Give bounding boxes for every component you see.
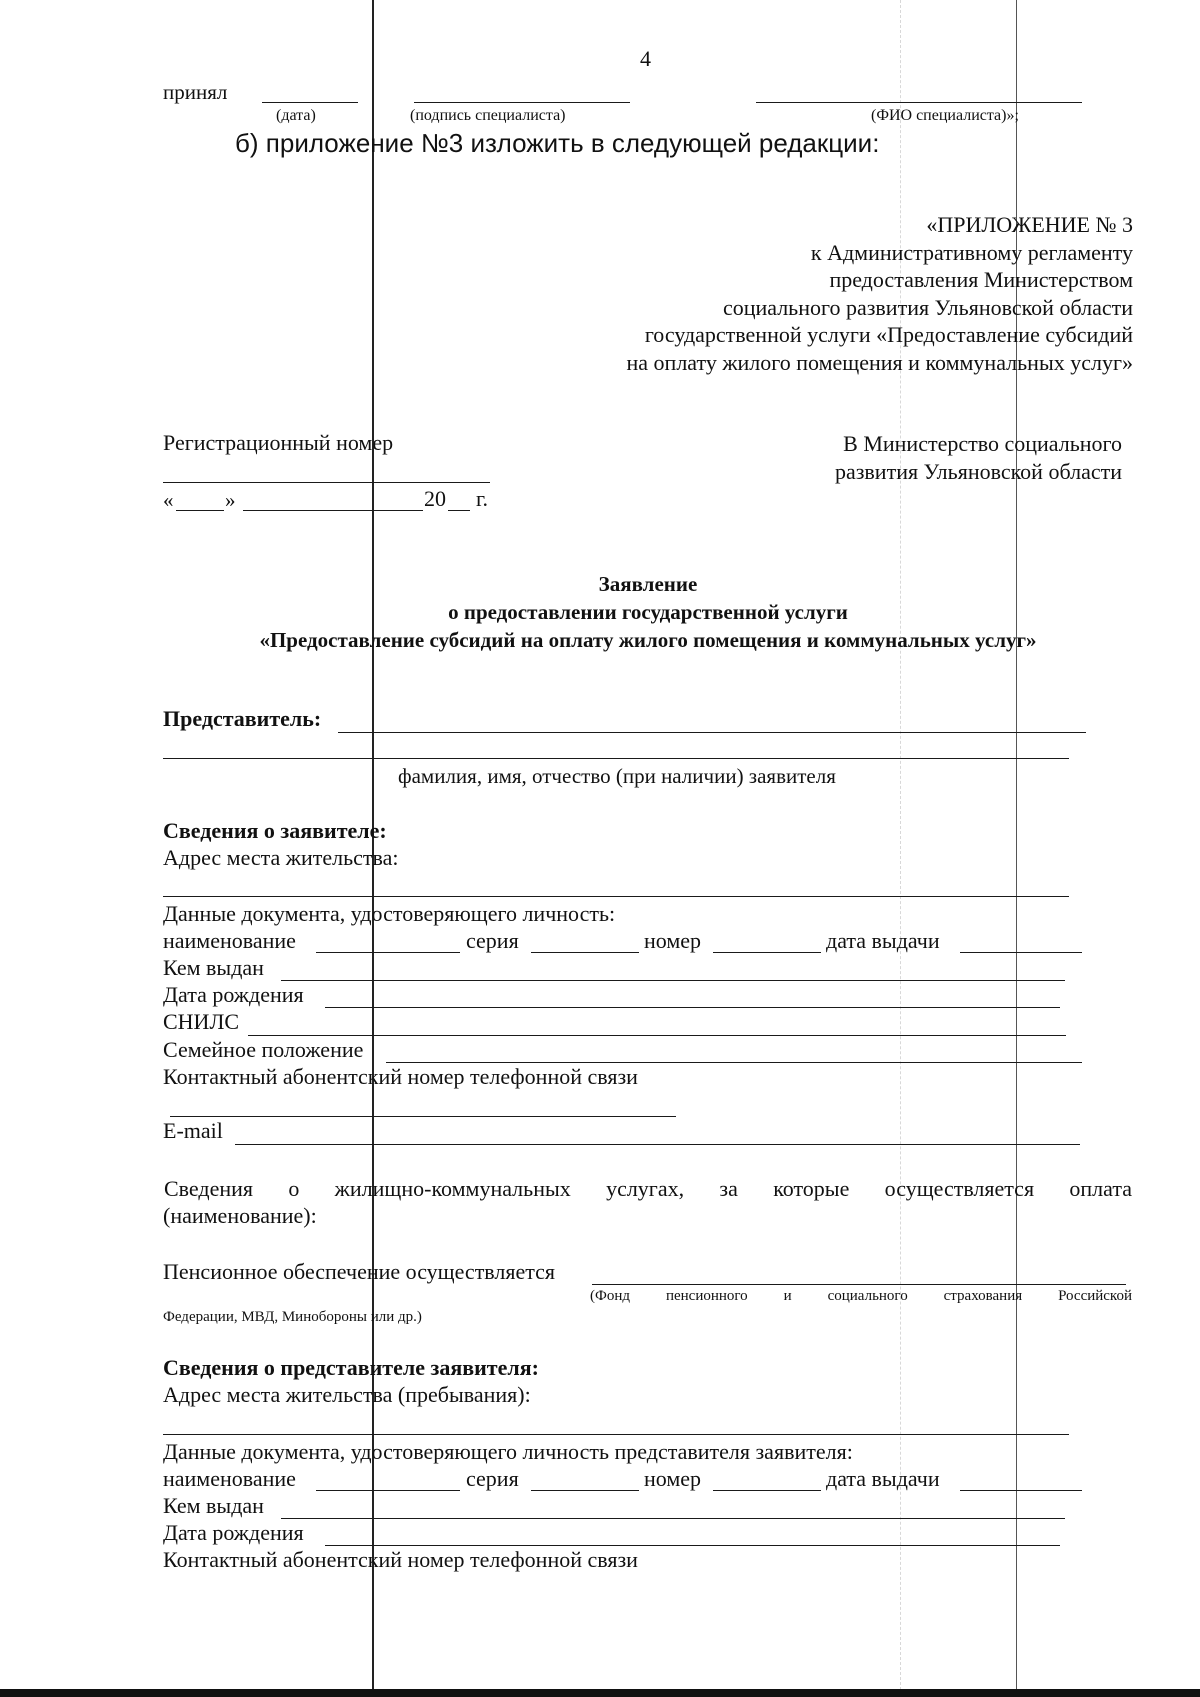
appendix-line-5: государственной услуги «Предоставление субсидий xyxy=(644,322,1133,347)
pension-line xyxy=(592,1284,1126,1285)
representative-birth-date-label: Дата рождения xyxy=(163,1520,304,1545)
registration-date-quote-close: » xyxy=(225,488,236,512)
representative-caption: фамилия, имя, отчество (при наличии) заявителя xyxy=(398,764,836,788)
representative-issued-by-line xyxy=(281,1518,1065,1519)
applicant-phone-line xyxy=(170,1116,676,1117)
representative-doc-number-label: номер xyxy=(644,1466,702,1491)
title-line-1: Заявление xyxy=(598,572,698,596)
date-caption: (дата) xyxy=(276,107,316,124)
applicant-email-label: E-mail xyxy=(163,1118,223,1143)
addressee-line-2: развития Ульяновской области xyxy=(834,459,1122,484)
appendix-line-6: на оплату жилого помещения и коммунальных услуг» xyxy=(626,349,1133,375)
registration-label: Регистрационный номер xyxy=(163,430,394,455)
applicant-heading: Сведения о заявителе: xyxy=(163,818,387,843)
page-number: 4 xyxy=(640,46,651,71)
registration-date-quote-open: « xyxy=(163,488,174,512)
applicant-email-line xyxy=(235,1144,1080,1145)
date-line xyxy=(262,102,358,103)
appendix-line-4: социального развития Ульяновской области xyxy=(722,294,1133,320)
registration-year-line xyxy=(448,510,470,511)
applicant-family-status-label: Семейное положение xyxy=(163,1037,364,1062)
representative-doc-series-line xyxy=(531,1490,639,1491)
representative-line-2 xyxy=(163,758,1069,759)
representative-address-line xyxy=(163,1434,1069,1435)
title-line-2: о предоставлении государственной услуги xyxy=(448,600,848,624)
registration-month-line xyxy=(243,510,423,511)
representative-address-label: Адрес места жительства (пребывания): xyxy=(163,1382,531,1407)
utilities-text: Сведения о жилищно-коммунальных услугах, за которые осуществляется оплата xyxy=(164,1176,1132,1201)
applicant-issued-by-label: Кем выдан xyxy=(163,955,264,980)
representative-label: Представитель: xyxy=(163,706,322,731)
accepted-label: принял xyxy=(163,80,228,104)
applicant-doc-number-label: номер xyxy=(644,928,702,953)
addressee-block xyxy=(835,430,1122,486)
representative-doc-number-line xyxy=(713,1490,821,1491)
representative-doc-name-label: наименование xyxy=(163,1466,296,1491)
applicant-snils-line xyxy=(248,1035,1066,1036)
applicant-birth-date-label: Дата рождения xyxy=(163,982,304,1007)
representative-doc-issue-date-label: дата выдачи xyxy=(826,1466,940,1491)
applicant-family-status-line xyxy=(386,1062,1082,1063)
applicant-doc-name-label: наименование xyxy=(163,928,296,953)
applicant-doc-issue-date-label: дата выдачи xyxy=(826,928,940,953)
registration-year-prefix: 20 xyxy=(424,486,446,511)
appendix-line-2: к Административному регламенту xyxy=(810,239,1133,265)
representative-doc-name-line xyxy=(316,1490,460,1491)
applicant-doc-series-label: серия xyxy=(466,928,519,953)
signature-line xyxy=(414,102,630,103)
representative-birth-date-line xyxy=(325,1545,1060,1546)
title-line-3: «Предоставление субсидий на оплату жилого помещения и коммунальных услуг» xyxy=(259,628,1037,652)
applicant-address-label: Адрес места жительства: xyxy=(163,845,399,870)
applicant-doc-issue-date-line xyxy=(960,952,1082,953)
representative-phone-label: Контактный абонентский номер телефонной связи xyxy=(163,1547,638,1572)
representative-doc-label: Данные документа, удостоверяющего личность представителя заявителя: xyxy=(163,1439,853,1464)
applicant-doc-label: Данные документа, удостоверяющего личность: xyxy=(163,901,616,926)
applicant-doc-series-line xyxy=(531,952,639,953)
appendix-line-3: предоставления Министерством xyxy=(829,267,1133,292)
applicant-birth-date-line xyxy=(325,1007,1060,1008)
representative-doc-series-label: серия xyxy=(466,1466,519,1491)
representative-info-heading: Сведения о представителе заявителя: xyxy=(163,1355,539,1380)
representative-issued-by-label: Кем выдан xyxy=(163,1493,264,1518)
representative-line-1 xyxy=(338,732,1086,733)
registration-year-suffix: г. xyxy=(476,486,489,511)
applicant-snils-label: СНИЛС xyxy=(163,1009,240,1034)
fio-caption: (ФИО специалиста)»; xyxy=(871,107,1019,124)
representative-doc-issue-date-line xyxy=(960,1490,1082,1491)
registration-day-line xyxy=(176,510,224,511)
pension-caption-line-2: Федерации, МВД, Минобороны или др.) xyxy=(163,1309,422,1325)
registration-number-line xyxy=(163,482,490,483)
scan-bottom-edge xyxy=(0,1689,1200,1697)
instruction-text: б) приложение №3 изложить в следующей редакции: xyxy=(235,128,880,158)
applicant-phone-label: Контактный абонентский номер телефонной связи xyxy=(163,1064,638,1089)
utilities-text-2: (наименование): xyxy=(163,1203,317,1228)
pension-label: Пенсионное обеспечение осуществляется xyxy=(163,1259,556,1284)
addressee-line-1: В Министерство социального xyxy=(843,431,1122,456)
appendix-header xyxy=(627,211,1133,376)
signature-caption: (подпись специалиста) xyxy=(410,107,566,124)
applicant-issued-by-line xyxy=(281,980,1065,981)
fio-line xyxy=(756,102,1082,103)
appendix-line-1: «ПРИЛОЖЕНИЕ № 3 xyxy=(926,212,1133,237)
pension-caption-line-1: (Фонд пенсионного и социального страхования Российской xyxy=(590,1288,1132,1304)
document-title xyxy=(164,570,1132,654)
applicant-doc-number-line xyxy=(713,952,821,953)
applicant-address-line xyxy=(163,896,1069,897)
applicant-doc-name-line xyxy=(316,952,460,953)
